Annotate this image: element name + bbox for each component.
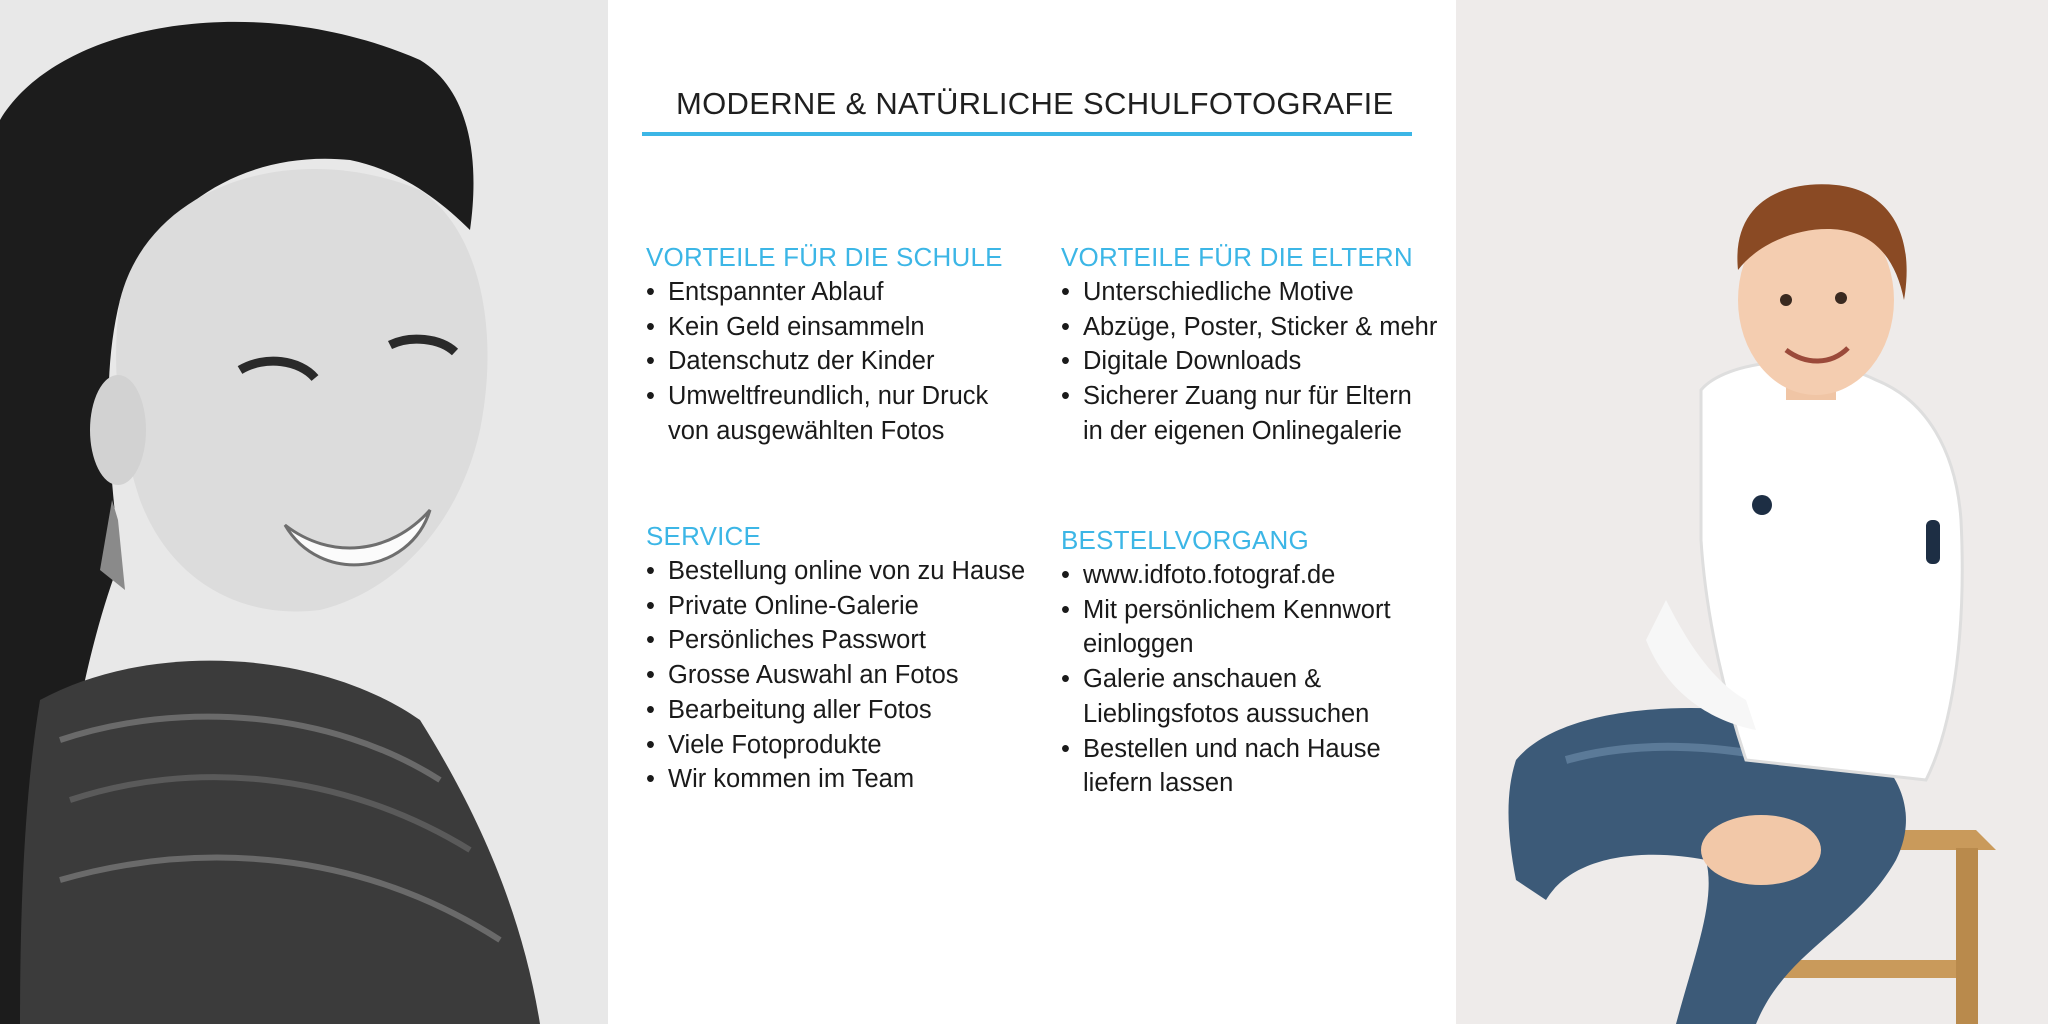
- bullet-icon: •: [646, 347, 655, 376]
- list-item: • Umweltfreundlich, nur Druck von ausgewählten Fotos: [646, 379, 1026, 448]
- section-heading: BESTELLVORGANG: [1061, 525, 1309, 555]
- list-item: • Kein Geld einsammeln: [646, 310, 1026, 345]
- bullet-icon: •: [1061, 595, 1070, 624]
- bullet-icon: •: [1061, 347, 1070, 376]
- bullet-icon: •: [646, 730, 655, 759]
- bullet-icon: •: [646, 312, 655, 341]
- list-item: • Bestellen und nach Hause liefern lassen: [1061, 732, 1441, 801]
- list-item: • Persönliches Passwort: [646, 623, 1026, 658]
- bullet-icon: •: [646, 661, 655, 690]
- list-item: • Bearbeitung aller Fotos: [646, 693, 1026, 728]
- section-heading: SERVICE: [646, 521, 762, 551]
- list-item: • Datenschutz der Kinder: [646, 344, 1026, 379]
- list-item: • Digitale Downloads: [1061, 344, 1441, 379]
- section-bestellvorgang: [1061, 525, 1441, 801]
- bullet-icon: •: [646, 695, 655, 724]
- bullet-icon: •: [646, 626, 655, 655]
- section-service: [646, 521, 1026, 797]
- list-item: • Abzüge, Poster, Sticker & mehr: [1061, 310, 1441, 345]
- boy-portrait-illustration: [1456, 0, 2048, 1024]
- bullet-list: [646, 554, 1026, 797]
- content-panel: [608, 0, 1456, 1024]
- list-item: [1061, 558, 1441, 593]
- photo-right-boy: [1456, 0, 2048, 1024]
- bullet-icon: •: [646, 382, 655, 411]
- photo-left-girl: [0, 0, 608, 1024]
- list-item: • Sicherer Zuang nur für Eltern in der eigenen Onlinegalerie: [1061, 379, 1441, 448]
- bullet-list: [1061, 275, 1441, 449]
- list-item: • Private Online-Galerie: [646, 589, 1026, 624]
- bullet-list: [1061, 558, 1441, 801]
- bullet-icon: •: [646, 765, 655, 794]
- bullet-icon: •: [646, 591, 655, 620]
- list-item: • Grosse Auswahl an Fotos: [646, 658, 1026, 693]
- list-item: • Bestellung online von zu Hause: [646, 554, 1026, 589]
- list-item: • Galerie anschauen & Lieblingsfotos aussuchen: [1061, 662, 1441, 731]
- page-title: MODERNE & NATÜRLICHE SCHULFOTOGRAFIE: [676, 86, 1394, 121]
- bullet-icon: •: [1061, 734, 1070, 763]
- website-url: www.idfoto.fotograf.de: [1083, 561, 1336, 589]
- bullet-list: [646, 275, 1026, 449]
- bullet-icon: •: [1061, 382, 1070, 411]
- section-vorteile-schule: [646, 242, 1026, 449]
- list-item: • Entspannter Ablauf: [646, 275, 1026, 310]
- bullet-icon: •: [646, 557, 655, 585]
- list-item: • Mit persönlichem Kennwort einloggen: [1061, 593, 1441, 662]
- title-underline: [642, 86, 1412, 136]
- bullet-icon: •: [1061, 561, 1070, 589]
- section-heading: VORTEILE FÜR DIE ELTERN: [1061, 242, 1413, 272]
- list-item: • Viele Fotoprodukte: [646, 728, 1026, 763]
- section-vorteile-eltern: [1061, 242, 1441, 449]
- girl-portrait-illustration: [0, 0, 608, 1024]
- section-heading: VORTEILE FÜR DIE SCHULE: [646, 242, 1003, 272]
- bullet-icon: •: [1061, 312, 1070, 341]
- list-item: • Wir kommen im Team: [646, 762, 1026, 797]
- bullet-icon: •: [1061, 665, 1070, 694]
- bullet-icon: •: [1061, 278, 1070, 306]
- list-item: • Unterschiedliche Motive: [1061, 275, 1441, 310]
- bullet-icon: •: [646, 278, 655, 306]
